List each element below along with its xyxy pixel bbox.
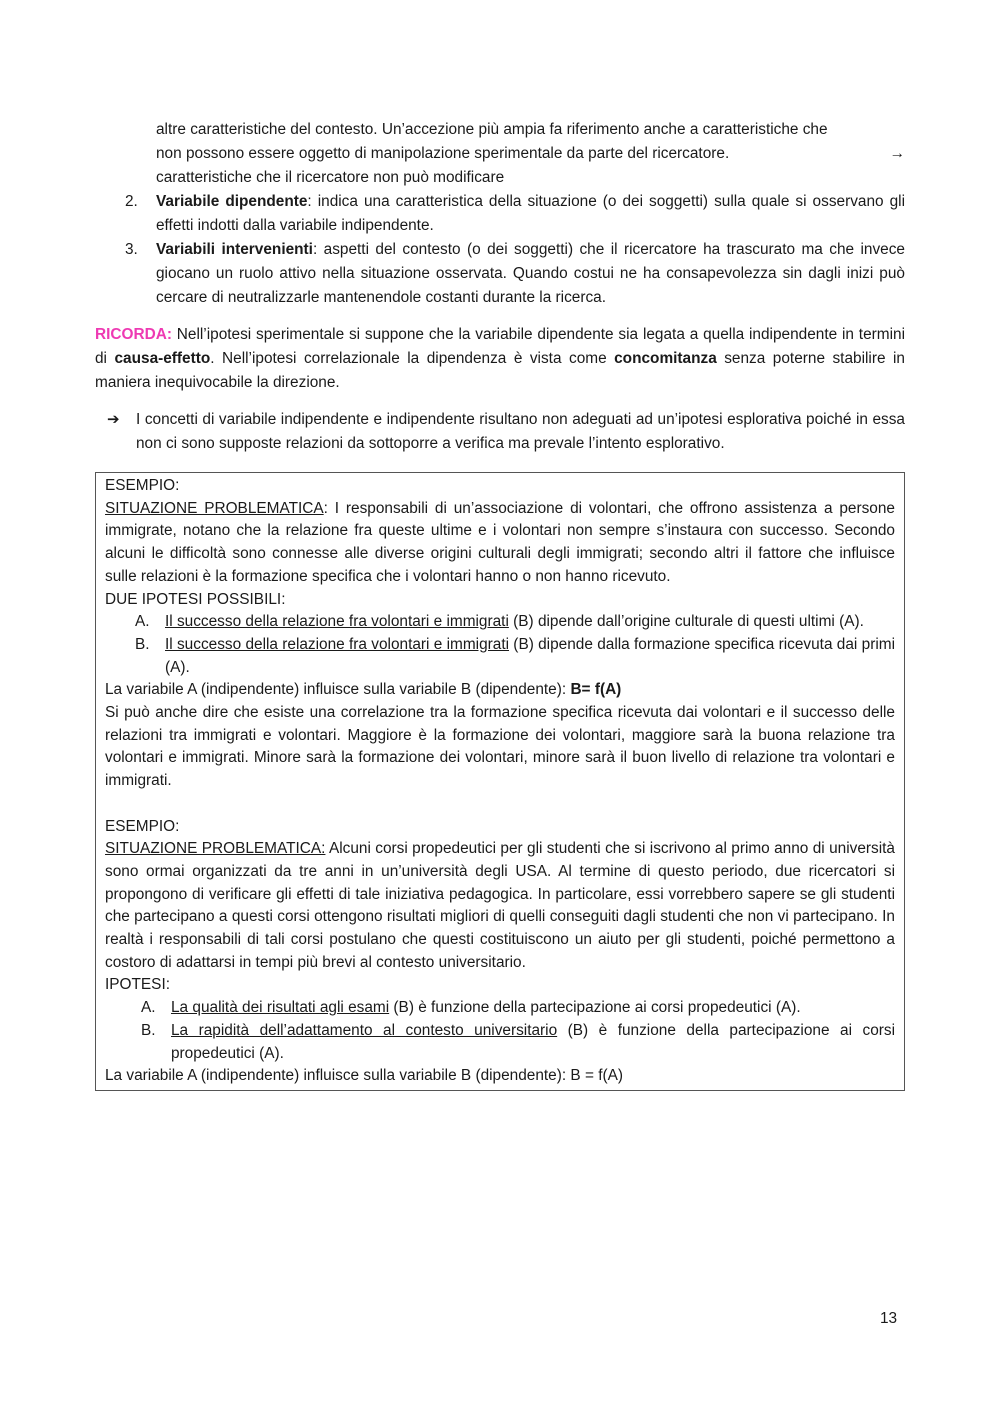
hypothesis-item: B. Il successo della relazione fra volontari e immigrati (B) dipende dalla formazione specifica ricevuta dai primi (A). — [135, 635, 895, 676]
hypotheses-title: IPOTESI: — [105, 976, 170, 994]
correlation-paragraph: Si può anche dire che esiste una correlazione tra la formazione specifica ricevuta dai volontari e il successo delle relazioni tra immigrati e volontari. Maggiore è la formazione dei volontari, maggiore sarà la buona relazione tra volontari e immigrati. Minore sarà la formazione dei volontari, minore sarà il buon livello di relazione tra volontari e immigrati. — [105, 704, 895, 790]
item-term: Variabile dipendente — [156, 193, 308, 210]
list-item — [95, 238, 905, 310]
formula: B= f(A) — [570, 681, 622, 699]
hypothesis-item: B. La rapidità dell’adattamento al contesto universitario (B) è funzione della partecipazione ai corsi propedeutici (A). — [141, 1021, 895, 1062]
page-number: 13 — [880, 1310, 898, 1327]
page-content — [95, 118, 905, 1091]
text-line: non possono essere oggetto di manipolazione sperimentale da parte del ricercatore. → — [156, 142, 905, 166]
item-text: : indica una caratteristica della situazione (o dei soggetti) sulla quale si osservano gli effetti indotti dalla variabile indipendente. — [156, 193, 905, 234]
hypothesis-item: A. La qualità dei risultati agli esami (B) è funzione della partecipazione ai corsi propedeutici (A). — [141, 999, 801, 1017]
text-line: caratteristiche che il ricercatore non può modificare — [156, 169, 505, 186]
arrow-bullet: ➔ I concetti di variabile indipendente e indipendente risultano non adeguati ad un’ipotesi esplorativa poiché in essa non ci sono supposte relazioni da sottoporre a verifica ma prevale l’intento esplorativo. — [95, 408, 905, 456]
problem-situation: SITUAZIONE PROBLEMATICA: Alcuni corsi propedeutici per gli studenti che si iscrivono al primo anno di università sono ormai organizzati da tre anni in un’università degli USA. Al termine di questo periodo, due ricercatori si propongono di verificare gli effetti di tale iniziativa pedagogica. In particolare, essi vorrebbero sapere se gli studenti che partecipano a questi corsi ottengono risultati migliori di quelli conseguiti dagli studenti che non vi partecipano. In realtà i responsabili di tali corsi postulano che questi costituiscono un aiuto per gli studenti, poiché permettono a costoro di adattarsi in tempi più brevi al contesto universitario. — [105, 840, 895, 971]
right-arrow-icon: → — [889, 145, 905, 162]
example-title: ESEMPIO: — [105, 477, 180, 494]
example-box — [95, 472, 905, 1091]
ricorda-label: RICORDA: — [95, 326, 172, 343]
item-number: 3. — [125, 241, 138, 258]
hypotheses-title: DUE IPOTESI POSSIBILI: — [105, 590, 286, 608]
item-text: : aspetti del contesto (o dei soggetti) che il ricercatore ha trascurato ma che invece giocano un ruolo attivo nella situazione osservata. Quando costui ne ha consapevolezza sin dagli inizi può cercare di neutralizzarle mantenendole costanti durante la ricerca. — [156, 241, 905, 306]
example-title: ESEMPIO: — [105, 817, 180, 835]
text-line: altre caratteristiche del contesto. Un’accezione più ampia fa riferimento anche a caratteristiche che — [156, 121, 828, 138]
ricorda-paragraph: RICORDA: Nell’ipotesi sperimentale si suppone che la variabile dipendente sia legata a quella indipendente in termini di causa-effetto. Nell’ipotesi correlazionale la dipendenza è vista come concomitanza senza poterne stabilire in maniera inequivocabile la direzione. — [95, 326, 905, 391]
continued-paragraph — [95, 118, 905, 190]
list-item — [95, 190, 905, 238]
variable-statement: La variabile A (indipendente) influisce sulla variabile B (dipendente): B= f(A) — [105, 681, 622, 699]
arrow-bullet-icon: ➔ — [107, 411, 120, 428]
item-term: Variabili intervenienti — [156, 241, 313, 258]
problem-situation: SITUAZIONE PROBLEMATICA: I responsabili di un’associazione di volontari, che offrono assistenza a persone immigrate, notano che la relazione fra queste ultime e i volontari non sempre s’instaura con successo. Secondo alcuni le difficoltà sono connesse alle diverse origini culturali degli immigrati; secondo altri il fattore che influisce sulle relazioni è la formazione specifica che i volontari hanno o non hanno ricevuto. — [105, 499, 895, 585]
variable-statement: La variabile A (indipendente) influisce sulla variabile B (dipendente): B = f(A) — [105, 1067, 624, 1085]
item-number: 2. — [125, 193, 138, 210]
hypothesis-item: A. Il successo della relazione fra volontari e immigrati (B) dipende dall’origine culturale di questi ultimi (A). — [135, 613, 864, 631]
